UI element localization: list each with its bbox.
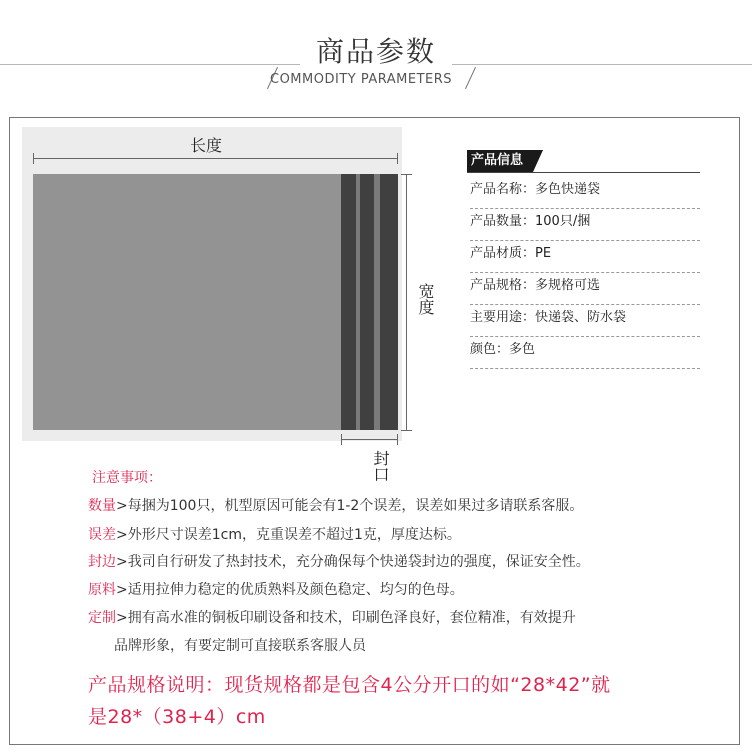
note-text: >每捆为100只，机型原因可能会有1-2个误差，误差如果过多请联系客服。	[116, 498, 584, 514]
length-label: 长度	[190, 136, 223, 155]
seal-tick-left	[341, 434, 342, 445]
seal-stripe	[374, 174, 380, 430]
page-title: 商品参数	[315, 35, 436, 68]
note-key: 数量	[88, 498, 116, 514]
seal-label: 封口	[371, 450, 390, 482]
note-key: 定制	[88, 610, 116, 626]
note-item	[88, 551, 590, 571]
length-dimension-line	[33, 158, 397, 159]
width-dimension-line	[406, 174, 407, 430]
note-key: 原料	[88, 582, 116, 598]
note-text: >拥有高水准的铜板印刷设备和技术，印刷色泽良好，套位精准，有效提升	[116, 610, 576, 626]
length-tick-right	[397, 153, 398, 164]
spec-note-line1: 产品规格说明：现货规格都是包含4公分开口的如“28*42”就	[88, 674, 611, 696]
info-row: 主要用途：快递袋、防水袋	[470, 304, 700, 337]
info-row: 产品材质：PE	[470, 240, 700, 273]
info-row: 颜色：多色	[470, 336, 700, 369]
notes-title: 注意事项：	[92, 470, 162, 486]
info-row: 产品规格：多规格可选	[470, 272, 700, 305]
header-slash-right	[465, 67, 476, 89]
note-key: 误差	[88, 527, 116, 543]
note-item	[88, 607, 576, 627]
bag-body	[33, 174, 341, 430]
spec-note-line2: 是28*（38+4）cm	[88, 706, 266, 728]
info-row: 产品数量：100只/捆	[470, 208, 700, 241]
seal-tick-right	[397, 434, 398, 445]
seal-stripe	[356, 174, 360, 430]
info-row: 产品名称：多色快递袋	[470, 176, 700, 209]
note-text: >外形尺寸误差1cm，克重误差不超过1克，厚度达标。	[116, 527, 461, 543]
page-subtitle: COMMODITY PARAMETERS	[270, 72, 453, 87]
width-tick-bottom	[401, 430, 412, 431]
seal-dimension-line	[341, 439, 398, 440]
note-text: >我司自行研发了热封技术，充分确保每个快递袋封边的强度，保证安全性。	[116, 554, 590, 570]
note-continuation: 品牌形象，有要定制可直接联系客服人员	[114, 638, 366, 654]
length-tick-left	[33, 153, 34, 164]
width-tick-top	[401, 174, 412, 175]
note-item	[88, 579, 464, 599]
bag-seal-strip	[341, 174, 398, 430]
note-item	[88, 524, 461, 544]
note-item	[88, 495, 583, 515]
info-heading-rule	[467, 172, 700, 173]
info-heading: 产品信息	[467, 150, 533, 172]
width-label: 宽度	[416, 283, 435, 315]
note-text: >适用拉伸力稳定的优质熟料及颜色稳定、均匀的色母。	[116, 582, 464, 598]
note-key: 封边	[88, 554, 116, 570]
